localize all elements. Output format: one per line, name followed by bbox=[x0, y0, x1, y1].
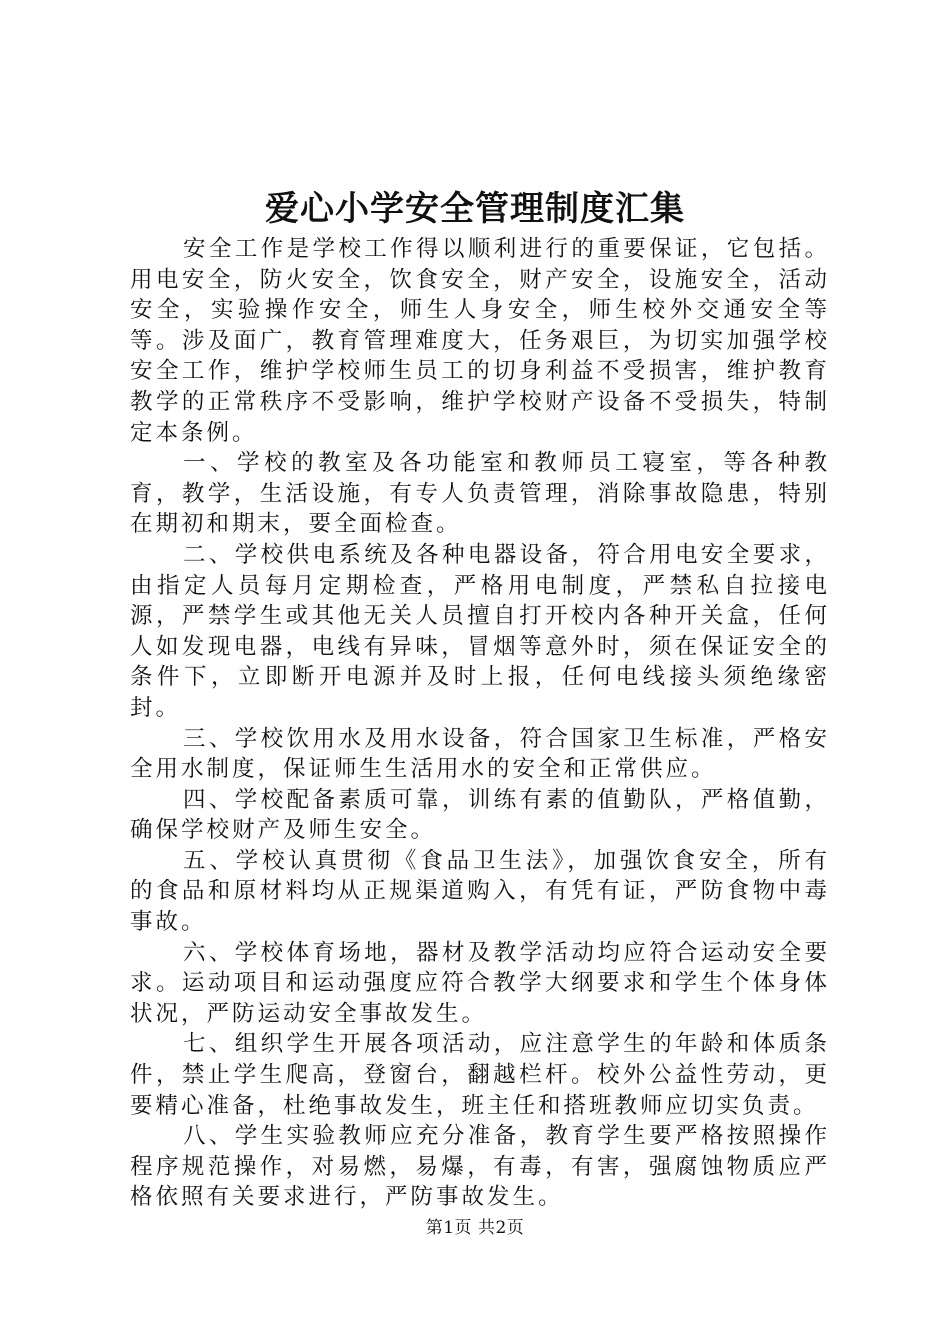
document-title: 爱心小学安全管理制度汇集 bbox=[265, 189, 685, 229]
page-footer bbox=[0, 1216, 950, 1240]
paragraph-item-7: 七、组织学生开展各项活动，应注意学生的年龄和体质条件，禁止学生爬高，登窗台，翻越栏杆。校外公益性劳动，更要精心准备，杜绝事故发生，班主任和搭班教师应切实负责。 bbox=[130, 1031, 830, 1119]
paragraph-intro: 安全工作是学校工作得以顺利进行的重要保证，它包括。用电安全，防火安全，饮食安全，财产安全，设施安全，活动安全，实验操作安全，师生人身安全，师生校外交通安全等等。涉及面广，教育管理难度大，任务艰巨，为切实加强学校安全工作，维护学校师生员工的切身利益不受损害，维护教育教学的正常秩序不受影响，维护学校财产设备不受损失，特制定本条例。 bbox=[130, 236, 830, 446]
paragraph-item-3: 三、学校饮用水及用水设备，符合国家卫生标准，严格安全用水制度，保证师生生活用水的安全和正常供应。 bbox=[130, 725, 830, 783]
paragraph-item-6: 六、学校体育场地，器材及教学活动均应符合运动安全要求。运动项目和运动强度应符合教学大纲要求和学生个体身体状况，严防运动安全事故发生。 bbox=[130, 939, 830, 1027]
document-body bbox=[130, 234, 830, 1213]
paragraph-item-4: 四、学校配备素质可靠，训练有素的值勤队，严格值勤，确保学校财产及师生安全。 bbox=[130, 786, 830, 844]
paragraph-item-8: 八、学生实验教师应充分准备，教育学生要严格按照操作程序规范操作，对易燃，易爆，有毒，有害，强腐蚀物质应严格依照有关要求进行，严防事故发生。 bbox=[130, 1123, 830, 1211]
paragraph-item-1: 一、学校的教室及各功能室和教师员工寝室，等各种教育，教学，生活设施，有专人负责管理，消除事故隐患，特别在期初和期末，要全面检查。 bbox=[130, 450, 830, 538]
paragraph-item-2: 二、学校供电系统及各种电器设备，符合用电安全要求，由指定人员每月定期检查，严格用电制度，严禁私自拉接电源，严禁学生或其他无关人员擅自打开校内各种开关盒，任何人如发现电器，电线有异味，冒烟等意外时，须在保证安全的条件下，立即断开电源并及时上报，任何电线接头须绝缘密封。 bbox=[130, 541, 830, 721]
page-number-info: 第1页 共2页 bbox=[425, 1218, 525, 1238]
paragraph-item-5: 五、学校认真贯彻《食品卫生法》，加强饮食安全，所有的食品和原材料均从正规渠道购入，有凭有证，严防食物中毒事故。 bbox=[130, 847, 830, 936]
